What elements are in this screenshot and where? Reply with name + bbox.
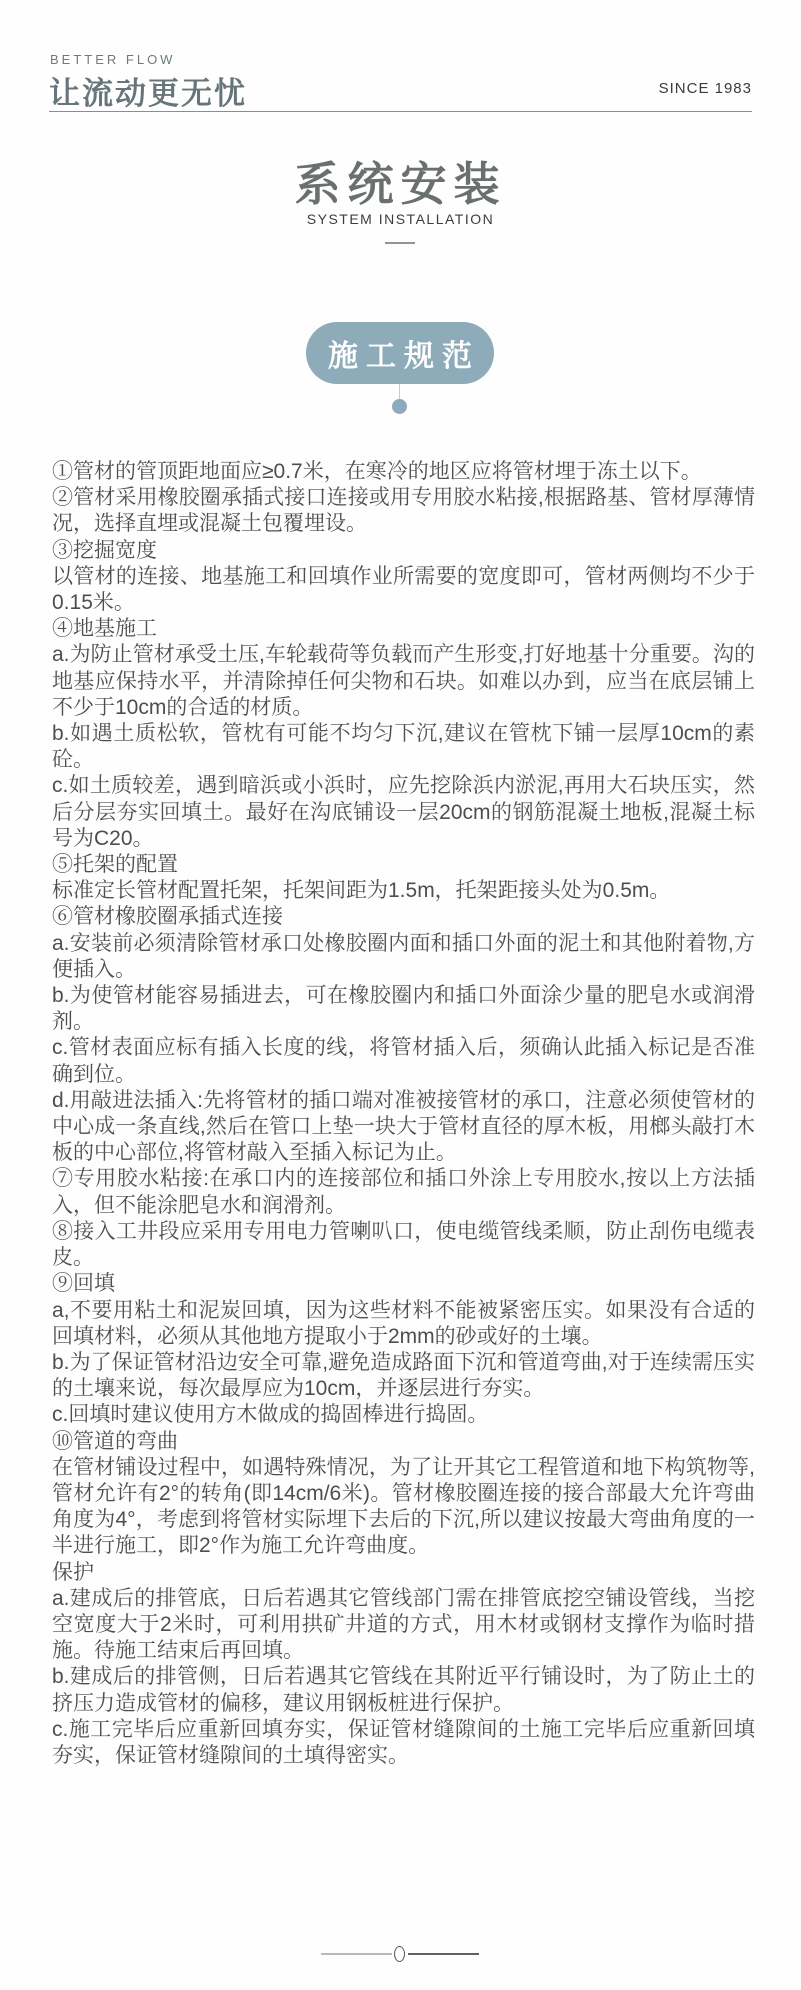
footer-divider xyxy=(321,1946,479,1962)
body-paragraph: ①管材的管顶距地面应≥0.7米，在寒冷的地区应将管材埋于冻土以下。 xyxy=(52,460,702,483)
body-paragraph: c.施工完毕后应重新回填夯实，保证管材缝隙间的土施工完毕后应重新回填夯实，保证管材缝隙间的土填得密实。 xyxy=(52,1717,755,1767)
body-paragraph: c.如土质较差，遇到暗浜或小浜时，应先挖除浜内淤泥,再用大石块压实，然后分层夯实回填土。最好在沟底铺设一层20cm的钢筋混凝土地板,混凝土标号为C20。 xyxy=(52,774,755,850)
section-badge: 施工规范 xyxy=(306,322,494,384)
footer-oval-icon xyxy=(394,1946,405,1962)
body-paragraph: ⑦专用胶水粘接:在承口内的连接部位和插口外涂上专用胶水,按以上方法插入，但不能涂肥皂水和润滑剂。 xyxy=(52,1167,755,1217)
body-paragraph: c.回填时建议使用方木做成的捣固棒进行捣固。 xyxy=(52,1403,489,1427)
body-paragraph: ②管材采用橡胶圈承插式接口连接或用专用胶水粘接,根据路基、管材厚薄情况，选择直埋或混凝土包覆埋设。 xyxy=(52,486,755,536)
body-paragraph: a.为防止管材承受土压,车轮载荷等负载而产生形变,打好地基十分重要。沟的地基应保持水平，并清除掉任何尖物和石块。如难以办到，应当在底层铺上不少于10cm的合适的材质。 xyxy=(52,643,755,719)
body-paragraph: ⑧接入工井段应采用专用电力管喇叭口，使电缆管线柔顺，防止刮伤电缆表皮。 xyxy=(52,1219,755,1270)
page-subtitle: SYSTEM INSTALLATION xyxy=(306,211,495,227)
brand-logo: 让流动更无忧 xyxy=(49,76,247,111)
page-title: 系统安装 xyxy=(294,158,507,210)
title-dash xyxy=(385,242,415,244)
header-divider xyxy=(49,111,752,112)
body-paragraph: b.如遇土质松软，管枕有可能不均匀下沉,建议在管枕下铺一层厚10cm的素砼。 xyxy=(52,722,755,772)
installation-spec-text xyxy=(52,459,755,1769)
body-paragraph: ③挖掘宽度 xyxy=(52,538,157,562)
badge-stem-line xyxy=(399,384,400,400)
body-paragraph: a,不要用粘土和泥炭回填，因为这些材料不能被紧密压实。如果没有合适的回填材料，必须从其他地方提取小于2mm的砂或好的土壤。 xyxy=(52,1298,755,1348)
body-paragraph: 标准定长管材配置托架，托架间距为1.5m，托架距接头处为0.5m。 xyxy=(52,879,671,903)
badge-dot-icon xyxy=(392,399,407,414)
body-paragraph: ⑥管材橡胶圈承插式连接 xyxy=(52,905,283,929)
body-paragraph: ⑤托架的配置 xyxy=(52,853,178,877)
body-paragraph: 以管材的连接、地基施工和回填作业所需要的宽度即可，管材两侧均不少于0.15米。 xyxy=(52,564,755,615)
body-paragraph: ⑨回填 xyxy=(52,1272,115,1296)
body-paragraph: d.用敲进法插入:先将管材的插口端对准被接管材的承口，注意必须使管材的中心成一条直线,然后在管口上垫一块大于管材直径的厚木板，用榔头敲打木板的中心部位,将管材敲入至插入标记为止。 xyxy=(52,1088,755,1165)
body-paragraph: a.建成后的排管底，日后若遇其它管线部门需在排管底挖空铺设管线，当挖空宽度大于2米时，可利用拱矿井道的方式，用木材或钢材支撑作为临时措施。待施工结束后再回填。 xyxy=(52,1586,755,1663)
footer-divider-right-line xyxy=(408,1953,479,1955)
brand-tagline: BETTER FLOW xyxy=(50,52,176,67)
body-paragraph: ⑩管道的弯曲 xyxy=(52,1429,178,1453)
body-paragraph: c.管材表面应标有插入长度的线，将管材插入后，须确认此插入标记是否准确到位。 xyxy=(52,1036,755,1086)
brand-since-label: SINCE 1983 xyxy=(658,80,752,97)
footer-divider-left-line xyxy=(321,1953,392,1955)
body-paragraph: b.为使管材能容易插进去，可在橡胶圈内和插口外面涂少量的肥皂水或润滑剂。 xyxy=(52,984,755,1034)
body-paragraph: 保护 xyxy=(52,1560,94,1584)
body-paragraph: ④地基施工 xyxy=(52,617,157,641)
body-paragraph: b.建成后的排管侧，日后若遇其它管线在其附近平行铺设时，为了防止土的挤压力造成管材的偏移，建议用钢板桩进行保护。 xyxy=(52,1665,755,1715)
body-paragraph: b.为了保证管材沿边安全可靠,避免造成路面下沉和管道弯曲,对于连续需压实的土壤来说，每次最厚应为10cm，并逐层进行夯实。 xyxy=(52,1350,755,1401)
body-paragraph: a.安装前必须清除管材承口处橡胶圈内面和插口外面的泥土和其他附着物,方便插入。 xyxy=(52,931,755,981)
body-paragraph: 在管材铺设过程中，如遇特殊情况，为了让开其它工程管道和地下构筑物等,管材允许有2°的转角(即14cm/6米)。管材橡胶圈连接的接合部最大允许弯曲角度为4°，考虑到将管材实际埋下去后的下沉,所以建议按最大弯曲角度的一半进行施工，即2°作为施工允许弯曲度。 xyxy=(52,1455,755,1558)
